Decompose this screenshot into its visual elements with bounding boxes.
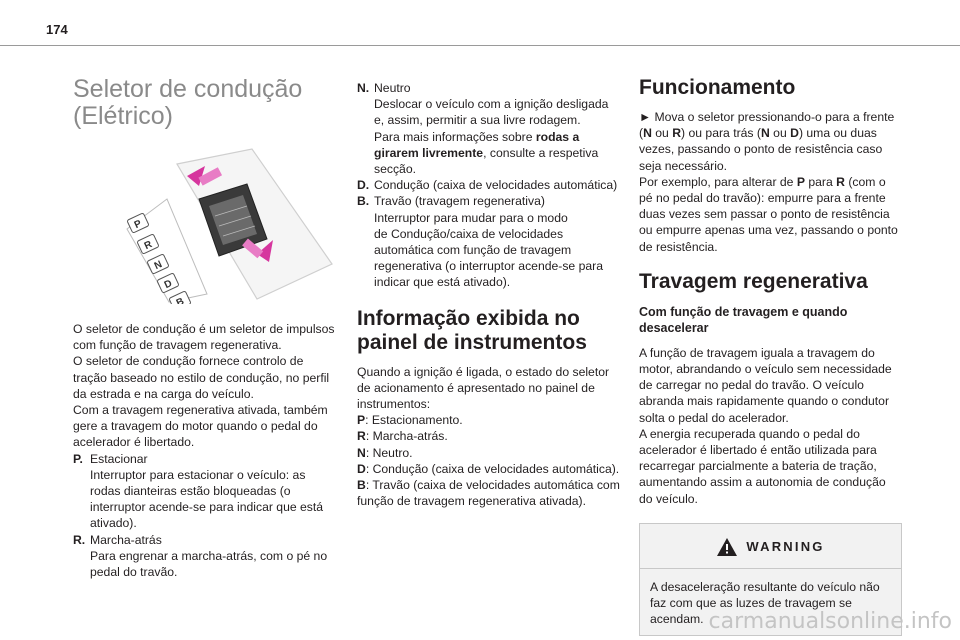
- info-heading-line: Informação exibida no: [357, 306, 580, 330]
- info-key: B: [357, 478, 366, 493]
- intro-line: da estrada e na carga do veículo.: [73, 386, 254, 401]
- func-line: seja necessário.: [639, 158, 728, 173]
- info-heading: [357, 307, 625, 355]
- warning-header: [650, 534, 891, 560]
- gear-ref: N: [643, 126, 652, 141]
- text-run: Para mais informações sobre: [374, 129, 536, 144]
- definition-line: regenerativa (o interruptor acende-se para: [374, 259, 603, 274]
- section-title-line2: (Elétrico): [73, 102, 174, 130]
- funcionamento-paragraph: [639, 109, 902, 255]
- gear-b-label: B: [174, 296, 186, 304]
- definition-line: indicar que está ativado).: [374, 275, 511, 290]
- info-text: : Condução (caixa de velocidades automática).: [365, 461, 620, 476]
- info-line: Quando a ignição é ligada, o estado do seletor: [357, 364, 610, 379]
- definition-line: Marcha-atrás: [90, 532, 162, 547]
- info-line: de acionamento é apresentado no painel de: [357, 380, 595, 395]
- bold-ref: rodas a: [535, 129, 580, 144]
- definition-line: rodas dianteiras estão bloqueadas (o: [90, 484, 291, 499]
- regen-line: recarregar parcialmente a bateria de tração,: [639, 459, 877, 474]
- func-line: ou empurre apenas uma vez, passando o ponto: [639, 223, 898, 238]
- definition-d: [357, 177, 625, 193]
- warning-line: acendam.: [650, 612, 704, 627]
- definition-b: [357, 193, 625, 290]
- column-left: [73, 76, 339, 580]
- regen-heading: Travagem regenerativa: [639, 269, 868, 293]
- info-heading-line: painel de instrumentos: [357, 330, 587, 354]
- warning-title: WARNING: [746, 539, 825, 555]
- definition-key: N.: [357, 81, 370, 95]
- info-key: N: [357, 445, 366, 460]
- regen-line: A função de travagem iguala a travagem do: [639, 345, 875, 360]
- intro-line: acelerador é libertado.: [73, 435, 195, 450]
- definition-line: Interruptor para estacionar o veículo: as: [90, 467, 306, 482]
- page-number: 174: [46, 22, 68, 37]
- column-right: [639, 76, 902, 636]
- definition-key: B.: [357, 194, 370, 209]
- info-text: : Neutro.: [365, 445, 413, 460]
- intro-line: O seletor de condução fornece controlo de: [73, 354, 304, 369]
- regen-line: aumentando assim a autonomia de condução: [639, 475, 886, 490]
- info-item: [357, 477, 625, 493]
- info-text: : Estacionamento.: [365, 413, 463, 428]
- intro-line: Com a travagem regenerativa ativada, também: [73, 403, 328, 418]
- text-run: Por exemplo, para alterar de: [639, 174, 797, 189]
- bold-ref: girarem livremente: [374, 145, 484, 160]
- definition-line: pedal do travão.: [90, 565, 178, 580]
- text-run: , consulte a respetiva: [483, 145, 599, 160]
- info-item: [357, 412, 625, 428]
- gear-ref: P: [796, 174, 805, 189]
- definition-p: [73, 451, 339, 532]
- watermark: carmanualsonline.info: [708, 609, 952, 634]
- intro-line: O seletor de condução é um seletor de impulsos: [73, 322, 335, 336]
- regen-line: abranda mais rapidamente quando o condutor: [639, 394, 890, 409]
- drive-selector-illustration: [107, 144, 337, 304]
- info-text: : Travão (caixa de velocidades automática com: [365, 478, 620, 493]
- definition-line: secção.: [374, 162, 417, 177]
- info-item: [357, 445, 625, 461]
- definition-line: Estacionar: [90, 451, 148, 466]
- definition-line: Interruptor para mudar para o modo: [374, 210, 568, 225]
- regen-subheading: [639, 304, 902, 336]
- definition-key: P.: [73, 451, 83, 466]
- warning-line: A desaceleração resultante do veículo não: [650, 579, 880, 594]
- regen-subheading-line: Com função de travagem e quando: [639, 304, 848, 319]
- func-line: ► Mova o seletor pressionando-o para a frente: [639, 110, 895, 124]
- gear-ref: D: [790, 126, 799, 141]
- info-text: : Marcha-atrás.: [365, 429, 448, 444]
- text-run: ) ou para trás (: [681, 126, 761, 141]
- definition-key: D.: [357, 178, 370, 193]
- intro-line: gere a travagem do motor quando o pedal do: [73, 419, 318, 434]
- definition-line: Para engrenar a marcha-atrás, com o pé no: [90, 548, 328, 563]
- func-line: duas vezes sem passar o ponto de resistência: [639, 207, 890, 222]
- info-key: D: [357, 461, 366, 476]
- info-item: [357, 428, 625, 444]
- gear-ref: R: [672, 126, 682, 141]
- func-line: vezes, passando o ponto de resistência caso: [639, 142, 883, 157]
- text-run: ou: [769, 126, 791, 141]
- gear-d-label: D: [162, 278, 174, 292]
- regen-paragraph: [639, 345, 902, 507]
- text-run: (: [639, 126, 644, 141]
- info-line: função de travagem regenerativa ativada).: [357, 494, 586, 509]
- intro-line: tração baseado no estilo de condução, no perfil: [73, 370, 330, 385]
- warning-divider: [640, 568, 901, 569]
- info-key: R: [357, 429, 366, 444]
- text-run: (com o: [844, 174, 886, 189]
- text-run: ou: [651, 126, 673, 141]
- gear-p-label: P: [132, 218, 144, 232]
- section-title: [73, 76, 339, 130]
- regen-line: do veículo.: [639, 491, 698, 506]
- header-divider: [0, 45, 960, 46]
- definition-line: automática com função de travagem: [374, 243, 572, 258]
- func-line: pé no pedal do travão): empurre para a frente: [639, 191, 886, 206]
- info-line: instrumentos:: [357, 397, 431, 412]
- definition-line: [374, 129, 625, 145]
- text-run: ) uma ou duas: [798, 126, 877, 141]
- definition-line: Condução (caixa de velocidades automática): [374, 178, 618, 193]
- regen-line: A energia recuperada quando o pedal do: [639, 426, 860, 441]
- definition-n: [357, 80, 625, 177]
- definition-line: ativado).: [90, 516, 137, 531]
- regen-line: motor, abrandando o veículo sem necessidade: [639, 362, 892, 377]
- info-paragraph: [357, 364, 625, 510]
- column-middle: [357, 80, 625, 509]
- func-line: de resistência.: [639, 239, 718, 254]
- regen-line: acelerador é libertado é então utilizada para: [639, 443, 877, 458]
- func-line: [639, 125, 902, 141]
- regen-line: de carregar no pedal do travão. O veículo: [639, 378, 864, 393]
- definition-line: e, assim, permitir a sua livre rodagem.: [374, 113, 581, 128]
- gear-n-label: N: [152, 259, 164, 273]
- info-key: P: [357, 413, 366, 428]
- info-item: [357, 461, 625, 477]
- section-title-line1: Seletor de condução: [73, 75, 303, 103]
- func-line: [639, 174, 902, 190]
- definition-line: Deslocar o veículo com a ignição desligada: [374, 97, 609, 112]
- funcionamento-heading: Funcionamento: [639, 76, 796, 99]
- definition-line: Travão (travagem regenerativa): [374, 194, 545, 209]
- gear-r-label: R: [142, 239, 154, 253]
- definition-line: de Condução/caixa de velocidades: [374, 226, 564, 241]
- warning-line: faz com que as luzes de travagem se: [650, 596, 852, 611]
- definition-key: R.: [73, 532, 86, 547]
- intro-line: com função de travagem regenerativa.: [73, 338, 282, 353]
- gear-ref: R: [836, 174, 845, 189]
- definition-line: Neutro: [374, 81, 411, 95]
- regen-line: solta o pedal do acelerador.: [639, 410, 789, 425]
- regen-subheading-line: desacelerar: [639, 320, 709, 335]
- gear-ref: N: [760, 126, 770, 141]
- definition-r: [73, 532, 339, 581]
- definition-line: interruptor acende-se para indicar que está: [90, 500, 324, 515]
- warning-triangle-icon: [716, 537, 738, 557]
- intro-paragraph: [73, 321, 339, 451]
- text-run: para: [804, 174, 837, 189]
- definition-line: [374, 145, 625, 161]
